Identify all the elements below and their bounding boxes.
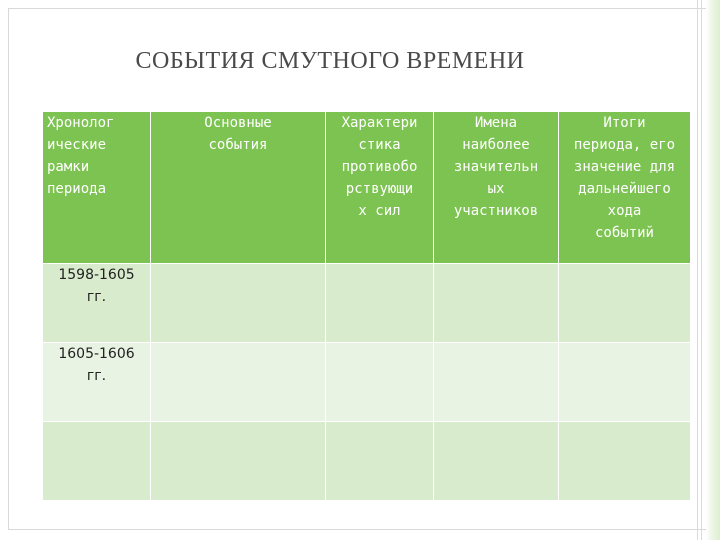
table-cell (434, 343, 559, 422)
table-row (43, 422, 691, 501)
decorative-line (701, 0, 702, 540)
table-cell (151, 264, 326, 343)
row-period-label: 1605-1606 гг. (43, 343, 151, 422)
table-cell (151, 343, 326, 422)
table-cell (326, 264, 434, 343)
table-cell (434, 264, 559, 343)
table-cell (326, 343, 434, 422)
header-chronology: Хронолог ические рамки периода (43, 112, 151, 264)
table-header-row (43, 112, 691, 264)
slide-title (0, 48, 660, 75)
header-opposing-forces: Характери стика противобо рствующи х сил (326, 112, 434, 264)
header-participants: Имена наиболее значительн ых участников (434, 112, 559, 264)
table-cell (559, 343, 691, 422)
slide-title-text: СОБЫТИЯ СМУТНОГО ВРЕМЕНИ (135, 48, 525, 74)
table-cell (151, 422, 326, 501)
table-cell (434, 422, 559, 501)
header-results: Итоги периода, его значение для дальнейшего хода событий (559, 112, 691, 264)
table-cell (326, 422, 434, 501)
decorative-line (697, 0, 698, 540)
table-row (43, 343, 691, 422)
header-main-events: Основные события (151, 112, 326, 264)
events-table (42, 111, 691, 501)
table-cell (559, 422, 691, 501)
table-cell (559, 264, 691, 343)
decorative-side-stripe (706, 0, 720, 540)
table-row (43, 264, 691, 343)
row-period-label: 1598-1605 гг. (43, 264, 151, 343)
row-period-label (43, 422, 151, 501)
